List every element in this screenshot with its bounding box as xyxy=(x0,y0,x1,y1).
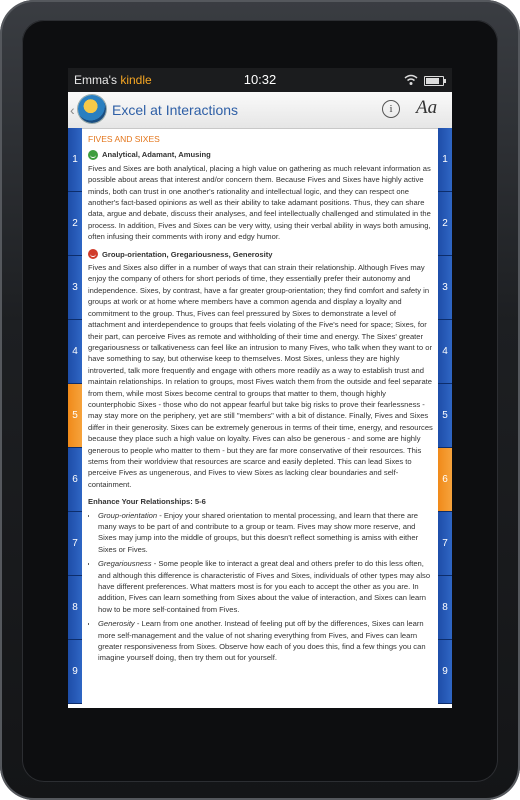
device-owner-label: Emma's kindle xyxy=(74,73,152,87)
back-arrow-icon[interactable]: ‹ xyxy=(70,102,75,118)
left-tab-strip xyxy=(68,128,82,708)
app-logo-icon[interactable] xyxy=(78,95,106,123)
info-button[interactable]: i xyxy=(382,100,400,118)
tab-left-7[interactable]: 7 xyxy=(68,512,82,576)
list-item: • Group-orientation - Enjoy your shared orientation to mental processing, and learn that there are many ways to be part of and contribute to a group or team. Fives may show more reserve, and Sixes may jump into the middle of groups, but this doesn't reflect something is amiss with either Sixes or Fives. xyxy=(98,510,434,556)
challenges-heading: Group-orientation, Gregariousness, Generosity xyxy=(88,249,434,260)
tab-right-3[interactable]: 3 xyxy=(438,256,452,320)
status-bar xyxy=(68,68,452,92)
tab-right-5[interactable]: 5 xyxy=(438,384,452,448)
enhance-heading: Enhance Your Relationships: 5-6 xyxy=(88,497,206,507)
tab-right-4[interactable]: 4 xyxy=(438,320,452,384)
section-title: FIVES AND SIXES xyxy=(88,134,160,144)
frowning-face-icon xyxy=(88,249,98,259)
tab-left-6[interactable]: 6 xyxy=(68,448,82,512)
tab-right-7[interactable]: 7 xyxy=(438,512,452,576)
app-title: Excel at Interactions xyxy=(112,102,239,118)
screen xyxy=(68,68,452,708)
strengths-heading: Analytical, Adamant, Amusing xyxy=(88,149,434,160)
tab-left-9[interactable]: 9 xyxy=(68,640,82,704)
wifi-icon xyxy=(404,74,418,86)
content-area[interactable] xyxy=(88,128,434,708)
right-tab-strip xyxy=(438,128,452,708)
smiley-face-icon xyxy=(88,150,98,160)
challenges-paragraph: Fives and Sixes also differ in a number of ways that can strain their relationship. Although Fives may enjoy the company of others for short periods of time, they essentially prefer their autonomy and independence. Sixes, by contrast, have a far greater group-orientation; they find comfort and safety in groups at work or at home where members have a common agenda and display a loyalty and commitment to the group. Thus, Fives can feel pressured by Sixes to demonstrate a level of attachment and interdependence to groups that feels violating of the Five's need for space; Sixes, for their part, can perceive Fives as remote and withholding of their time and energy. The Sixes' greater gregariousness or talkativeness can feel like an intrusion to many Fives, who talk when they want to or have something to say, but otherwise keep to themselves. Most Sixes, unless they are highly introverted, talk more frequently and engage with others more readily as a way to establish trust and maintain relationships. In relation to groups, most Fives watch them from the outside and feel separate from them, while most Sixes become central to groups that matter to them, though highly counterphobic Sixes - those who do not appear fearful but take big risks to prove their fearlessness - may stay more on the periphery, yet are still "members" with a bit of distance. Finally, Fives and Sixes differ in their generosity. Sixes can be extremely generous in terms of their time, energy, and resources because they place such a high value on loyalty. Fives can also be generous - and some are highly generous to people who matter to them - but they are far more conservative of their resources. This stems from their worldview that resources are scarce and easily depleted. This can lead Sixes to perceive Fives as ungenerous, and Fives to view Sixes as lacking clear boundaries and self-containment. xyxy=(88,263,433,489)
tab-left-5[interactable]: 5 xyxy=(68,384,82,448)
tab-left-2[interactable]: 2 xyxy=(68,192,82,256)
tab-left-3[interactable]: 3 xyxy=(68,256,82,320)
tab-right-9[interactable]: 9 xyxy=(438,640,452,704)
battery-icon xyxy=(424,76,444,86)
list-item: • Generosity - Learn from one another. Instead of feeling put off by the differences, Sixes can learn more self-management and the value of not sharing everything from Fives, and Fives can learn greater responsiveness from Sixes. Observe how each of you does this, find a few things you can imagine yourself doing, then try them out for yourself. xyxy=(98,618,434,664)
tab-left-1[interactable]: 1 xyxy=(68,128,82,192)
tab-left-4[interactable]: 4 xyxy=(68,320,82,384)
tab-left-8[interactable]: 8 xyxy=(68,576,82,640)
tips-list xyxy=(88,510,434,664)
title-bar xyxy=(68,92,452,129)
tab-right-1[interactable]: 1 xyxy=(438,128,452,192)
tab-right-8[interactable]: 8 xyxy=(438,576,452,640)
font-settings-button[interactable]: Aa xyxy=(416,97,438,118)
tab-right-2[interactable]: 2 xyxy=(438,192,452,256)
clock: 10:32 xyxy=(243,72,277,87)
strengths-paragraph: Fives and Sixes are both analytical, placing a high value on gathering as much relevant information as possible about areas that interest and/or concern them. Because Fives and Sixes have highly active minds, both can trust in one another's rationality and intellectual logic, and they can respect one another's fact-based opinions as well as their ability to take adamant positions. Thus, they can share data, argue and debate, discuss their analyses, and feel intellectually challenged and stimulated in the process. In addition, Fives and Sixes can be very witty, using their verbal ability in ways both amusing, often infusing their comments with irony and edgy humor. xyxy=(88,163,431,242)
list-item: • Gregariousness - Some people like to interact a great deal and others prefer to do this less often, and although this difference is characteristic of Fives and Sixes, individuals of other types may also have different preferences. What matters most is for you each to accept the other as you are. In addition, Fives can learn something from Sixes about the value of interaction, and Sixes can learn how to be more self-contained from Fives. xyxy=(98,558,434,615)
tab-right-6[interactable]: 6 xyxy=(438,448,452,512)
